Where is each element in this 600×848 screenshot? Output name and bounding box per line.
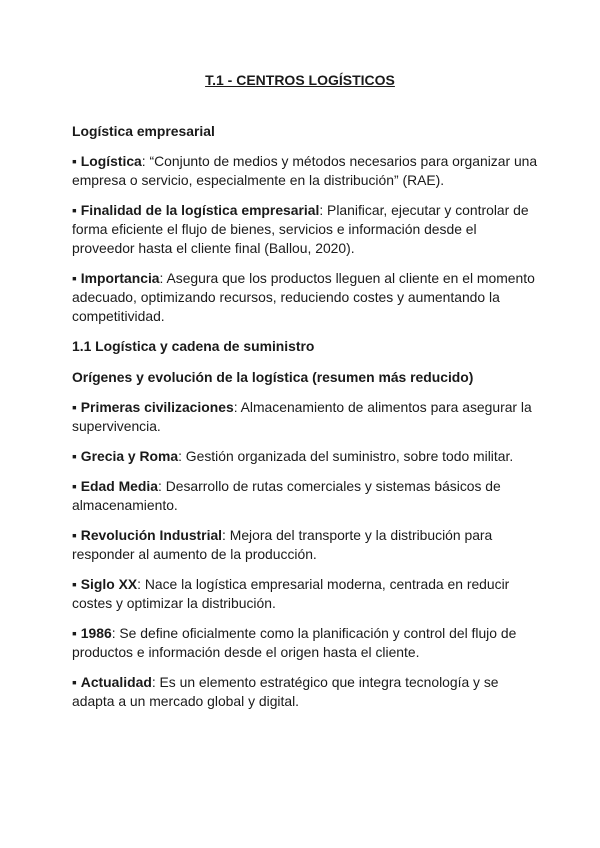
definition: : Gestión organizada del suministro, sobre todo militar. bbox=[178, 448, 514, 464]
term: Logística bbox=[80, 153, 142, 169]
bullet: ▪ bbox=[72, 478, 77, 494]
paragraph-1986 bbox=[72, 624, 542, 662]
paragraph-revolucion-industrial bbox=[72, 526, 542, 564]
bullet: ▪ bbox=[72, 674, 77, 690]
bullet: ▪ bbox=[72, 625, 77, 641]
bullet: ▪ bbox=[72, 448, 77, 464]
definition: : Se define oficialmente como la planificación y control del flujo de productos e información desde el origen hasta el cliente. bbox=[72, 625, 517, 660]
bullet: ▪ bbox=[72, 270, 77, 286]
definition: : Desarrollo de rutas comerciales y sistemas básicos de almacenamiento. bbox=[72, 478, 501, 513]
paragraph-importancia bbox=[72, 269, 542, 326]
definition: : Es un elemento estratégico que integra tecnología y se adapta a un mercado global y digital. bbox=[72, 674, 499, 709]
definition: : Planificar, ejecutar y controlar de forma eficiente el flujo de bienes, servicios e información desde el proveedor hasta el cliente final (Ballou, 2020). bbox=[72, 202, 529, 256]
bullet: ▪ bbox=[72, 399, 77, 415]
section-heading-logistica-empresarial: Logística empresarial bbox=[72, 123, 215, 139]
paragraph-siglo-xx bbox=[72, 575, 542, 613]
paragraph-finalidad bbox=[72, 201, 542, 258]
term: Primeras civilizaciones bbox=[80, 399, 234, 415]
term: 1986 bbox=[80, 625, 112, 641]
definition: : Asegura que los productos lleguen al cliente en el momento adecuado, optimizando recursos, reduciendo costes y aumentando la competitividad. bbox=[72, 270, 535, 324]
definition: : Nace la logística empresarial moderna, centrada en reducir costes y optimizar la distribución. bbox=[72, 576, 510, 611]
paragraph-edad-media bbox=[72, 477, 542, 515]
definition: : “Conjunto de medios y métodos necesarios para organizar una empresa o servicio, especialmente en la distribución” (RAE). bbox=[72, 153, 538, 188]
bullet: ▪ bbox=[72, 153, 77, 169]
term: Actualidad bbox=[80, 674, 152, 690]
term: Importancia bbox=[80, 270, 160, 286]
bullet: ▪ bbox=[72, 527, 77, 543]
document-body bbox=[72, 122, 542, 722]
term: Revolución Industrial bbox=[80, 527, 223, 543]
document-title: T.1 - CENTROS LOGÍSTICOS bbox=[205, 72, 395, 88]
subheading-origenes: Orígenes y evolución de la logística (resumen más reducido) bbox=[72, 369, 474, 385]
section-heading-cadena-suministro: 1.1 Logística y cadena de suministro bbox=[72, 338, 315, 354]
term: Siglo XX bbox=[80, 576, 138, 592]
term: Finalidad de la logística empresarial bbox=[80, 202, 320, 218]
definition: : Almacenamiento de alimentos para asegurar la supervivencia. bbox=[72, 399, 532, 434]
bullet: ▪ bbox=[72, 576, 77, 592]
definition: : Mejora del transporte y la distribución para responder al aumento de la producción. bbox=[72, 527, 493, 562]
bullet: ▪ bbox=[72, 202, 77, 218]
term: Edad Media bbox=[80, 478, 158, 494]
paragraph-primeras-civilizaciones bbox=[72, 398, 542, 436]
term: Grecia y Roma bbox=[80, 448, 179, 464]
paragraph-grecia-roma bbox=[72, 447, 542, 466]
paragraph-actualidad bbox=[72, 673, 542, 711]
paragraph-logistica bbox=[72, 152, 542, 190]
